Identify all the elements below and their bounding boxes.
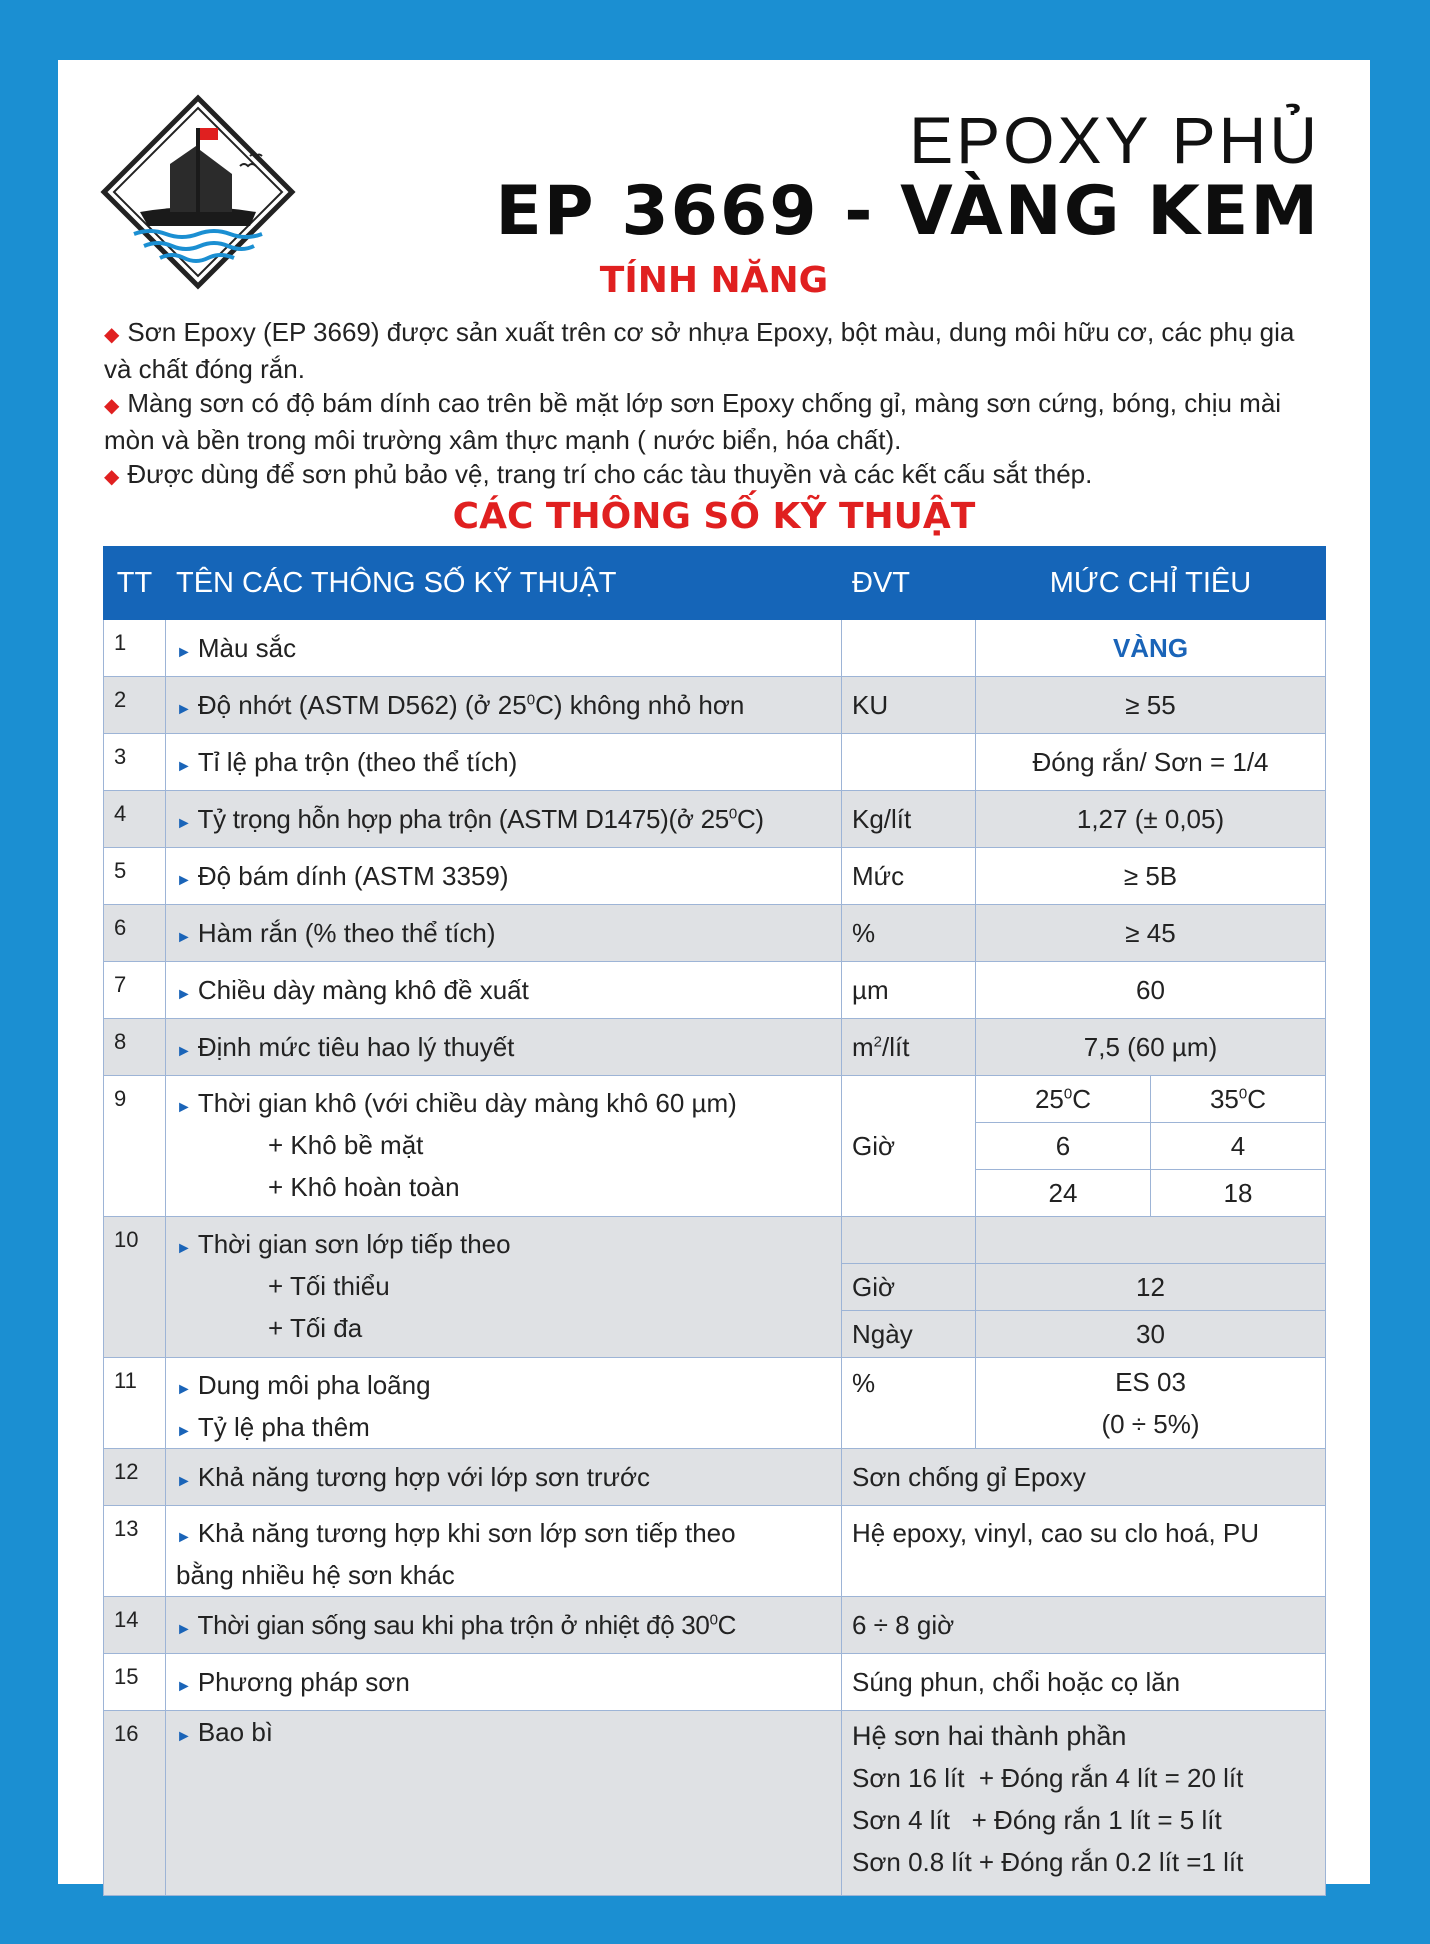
feature-item: ◆ Được dùng để sơn phủ bảo vệ, trang trí cho các tàu thuyền và các kết cấu sắt thép.: [104, 459, 1093, 489]
dry-time-subtable: $25^0C$ $35^0C$ 6 4 24 18: [976, 1076, 1325, 1216]
table-row: 12 ► Khả năng tương hợp với lớp sơn trước Sơn chống gỉ Epoxy: [104, 1449, 1326, 1506]
col-name: TÊN CÁC THÔNG SỐ KỸ THUẬT: [166, 547, 842, 620]
table-row: 3 ► Tỉ lệ pha trộn (theo thể tích) Đóng rắn/ Sơn = 1/4: [104, 734, 1326, 791]
product-subtitle: EPOXY PHỦ: [909, 103, 1320, 177]
diamond-bullet-icon: ◆: [104, 395, 120, 417]
table-row: 1 ► Màu sắc VÀNG: [104, 620, 1326, 677]
col-unit: ĐVT: [842, 547, 976, 620]
arrow-icon: ►: [176, 928, 192, 946]
table-header: [104, 547, 1326, 620]
table-row: 6 ► Hàm rắn (% theo thể tích) % ≥ 45: [104, 905, 1326, 962]
arrow-icon: ►: [176, 1099, 192, 1116]
arrow-icon: ►: [176, 757, 192, 775]
table-row: 8 ► Định mức tiêu hao lý thuyết $m^2$/lít 7,5 (60 µm): [104, 1019, 1326, 1076]
arrow-icon: ►: [176, 1240, 192, 1257]
feature-item: ◆ Màng sơn có độ bám dính cao trên bề mặt lớp sơn Epoxy chống gỉ, màng sơn cứng, bóng, chịu mài mòn và bền trong môi trường xâm thực mạnh ( nước biển, hóa chất).: [104, 388, 1282, 455]
col-value: MỨC CHỈ TIÊU: [976, 547, 1326, 620]
arrow-icon: ►: [176, 1677, 192, 1695]
table-row: 2 ► Độ nhớt (ASTM D562) (ở $25^0C$) không nhỏ hơn KU ≥ 55: [104, 677, 1326, 734]
features-list: [104, 315, 1324, 494]
diamond-bullet-icon: ◆: [104, 466, 120, 488]
arrow-icon: ►: [176, 1728, 192, 1745]
table-row: 11 ► Dung môi pha loãng ► Tỷ lệ pha thêm % ES 03 (0 ÷ 5%): [104, 1358, 1326, 1449]
product-title: EP 3669 - VÀNG KEM: [495, 172, 1320, 251]
col-tt: TT: [104, 547, 166, 620]
table-row: 13 ► Khả năng tương hợp khi sơn lớp sơn tiếp theo bằng nhiều hệ sơn khác Hệ epoxy, vinyl, cao su clo hoá, PU: [104, 1506, 1326, 1597]
spec-table: [103, 546, 1326, 1896]
arrow-icon: ►: [176, 1423, 192, 1440]
features-heading: TÍNH NĂNG: [599, 260, 829, 301]
arrow-icon: ►: [176, 871, 192, 889]
table-row: 9 ► Thời gian khô (với chiều dày màng khô 60 µm) + Khô bề mặt + Khô hoàn toàn Giờ $25^0C$ $35^0C$ 6 4 24 18: [104, 1076, 1326, 1217]
table-row: 7 ► Chiều dày màng khô đề xuất µm 60: [104, 962, 1326, 1019]
table-row: 5 ► Độ bám dính (ASTM 3359) Mức ≥ 5B: [104, 848, 1326, 905]
arrow-icon: ►: [176, 1620, 192, 1638]
specs-heading: CÁC THÔNG SỐ KỸ THUẬT: [452, 496, 976, 537]
arrow-icon: ►: [176, 700, 192, 718]
arrow-icon: ►: [176, 1042, 192, 1060]
arrow-icon: ►: [176, 643, 192, 661]
table-row: 4 ► Tỷ trọng hỗn hợp pha trộn (ASTM D1475)(ở $25^0C$) Kg/lít 1,27 (± 0,05): [104, 791, 1326, 848]
arrow-icon: ►: [176, 1472, 192, 1490]
arrow-icon: ►: [176, 814, 192, 832]
diamond-bullet-icon: ◆: [104, 324, 120, 346]
arrow-icon: ►: [176, 985, 192, 1003]
table-row: 16 ► Bao bì Hệ sơn hai thành phần Sơn 16 lít + Đóng rắn 4 lít = 20 lít Sơn 4 lít + Đóng rắn 1 lít = 5 lít Sơn 0.8 lít + Đóng rắn 0.2 lít =1 lít: [104, 1711, 1326, 1896]
table-row: 10 ► Thời gian sơn lớp tiếp theo + Tối thiểu + Tối đa Giờ Ngày 12 30: [104, 1217, 1326, 1358]
arrow-icon: ►: [176, 1381, 192, 1398]
arrow-icon: ►: [176, 1529, 192, 1546]
datasheet-page: [58, 60, 1370, 1884]
table-row: 14 ► Thời gian sống sau khi pha trộn ở nhiệt độ $30^0C$ 6 ÷ 8 giờ: [104, 1597, 1326, 1654]
table-row: 15 ► Phương pháp sơn Súng phun, chổi hoặc cọ lăn: [104, 1654, 1326, 1711]
feature-item: ◆ Sơn Epoxy (EP 3669) được sản xuất trên cơ sở nhựa Epoxy, bột màu, dung môi hữu cơ, các phụ gia và chất đóng rắn.: [104, 317, 1295, 384]
